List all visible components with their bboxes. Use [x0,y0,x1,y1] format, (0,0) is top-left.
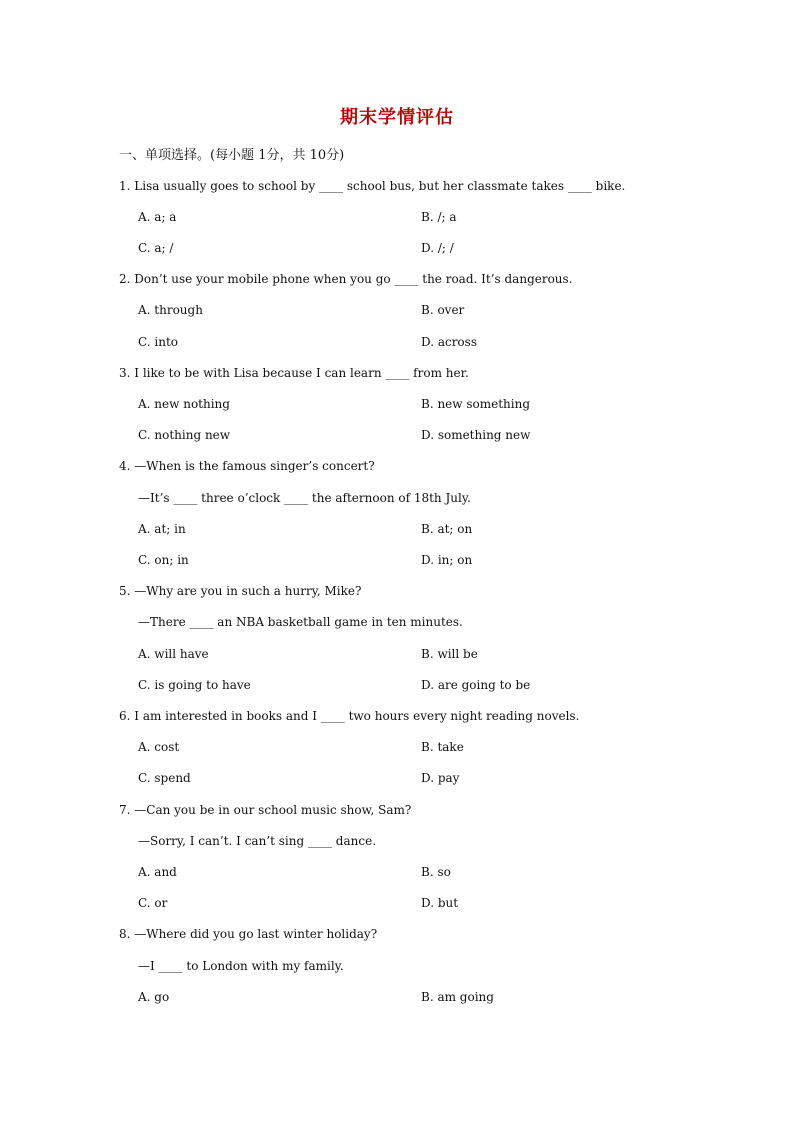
option-b: B. will be [421,647,478,661]
option-c: C. is going to have [138,678,251,692]
question-line2-5 [119,615,463,629]
option-b: B. am going [421,990,494,1004]
question-stem-6 [119,709,579,723]
question-text: 5. —Why are you in such a hurry, Mike? [119,584,362,598]
option-a: A. through [138,303,203,317]
question-stem-8 [119,927,377,941]
question-text: 8. —Where did you go last winter holiday? [119,927,378,941]
section-heading: 一、单项选择。(每小题 1分，共 10分) [119,148,345,163]
option-a: A. go [138,990,170,1004]
option-d: D. are going to be [421,678,531,692]
option-a: A. will have [138,647,209,661]
dialogue-reply: —There ____ an NBA basketball game in ten minutes. [138,615,463,629]
question-stem-1 [119,179,625,193]
question-text: 7. —Can you be in our school music show, Sam? [119,803,412,817]
question-stem-3 [119,366,469,380]
option-c: C. on; in [138,553,189,567]
option-c: C. into [138,335,178,349]
option-a: A. at; in [138,522,186,536]
option-a: A. and [138,865,177,879]
question-stem-2 [119,272,573,286]
option-b: B. so [421,865,451,879]
question-line2-7 [119,834,376,848]
dialogue-reply: —It’s ____ three o’clock ____ the afternoon of 18th July. [138,491,471,505]
option-b: B. /; a [421,210,457,224]
option-d: D. but [421,896,459,910]
option-b: B. over [421,303,465,317]
question-line2-4 [119,491,471,505]
option-a: A. a; a [138,210,177,224]
page-title: 期末学情评估 [340,107,454,128]
question-stem-5 [119,584,361,598]
question-text: 4. —When is the famous singer’s concert? [119,459,375,473]
option-d: D. pay [421,771,460,785]
option-c: C. a; / [138,241,174,255]
option-b: B. new something [421,397,531,411]
option-b: B. at; on [421,522,473,536]
dialogue-reply: —I ____ to London with my family. [138,959,344,973]
question-line2-8 [119,959,344,973]
option-d: D. in; on [421,553,473,567]
question-stem-7 [119,803,411,817]
question-text: 1. Lisa usually goes to school by ____ school bus, but her classmate takes ____ bike. [119,179,626,193]
option-c: C. spend [138,771,191,785]
option-d: D. /; / [421,241,454,255]
option-d: D. something new [421,428,531,442]
option-b: B. take [421,740,464,754]
option-a: A. new nothing [138,397,230,411]
dialogue-reply: —Sorry, I can’t. I can’t sing ____ dance. [138,834,377,848]
question-text: 3. I like to be with Lisa because I can learn ____ from her. [119,366,469,380]
option-c: C. nothing new [138,428,231,442]
option-c: C. or [138,896,168,910]
option-d: D. across [421,335,477,349]
option-a: A. cost [138,740,180,754]
question-stem-4 [119,459,375,473]
question-text: 2. Don’t use your mobile phone when you go ____ the road. It’s dangerous. [119,272,573,286]
question-text: 6. I am interested in books and I ____ two hours every night reading novels. [119,709,580,723]
